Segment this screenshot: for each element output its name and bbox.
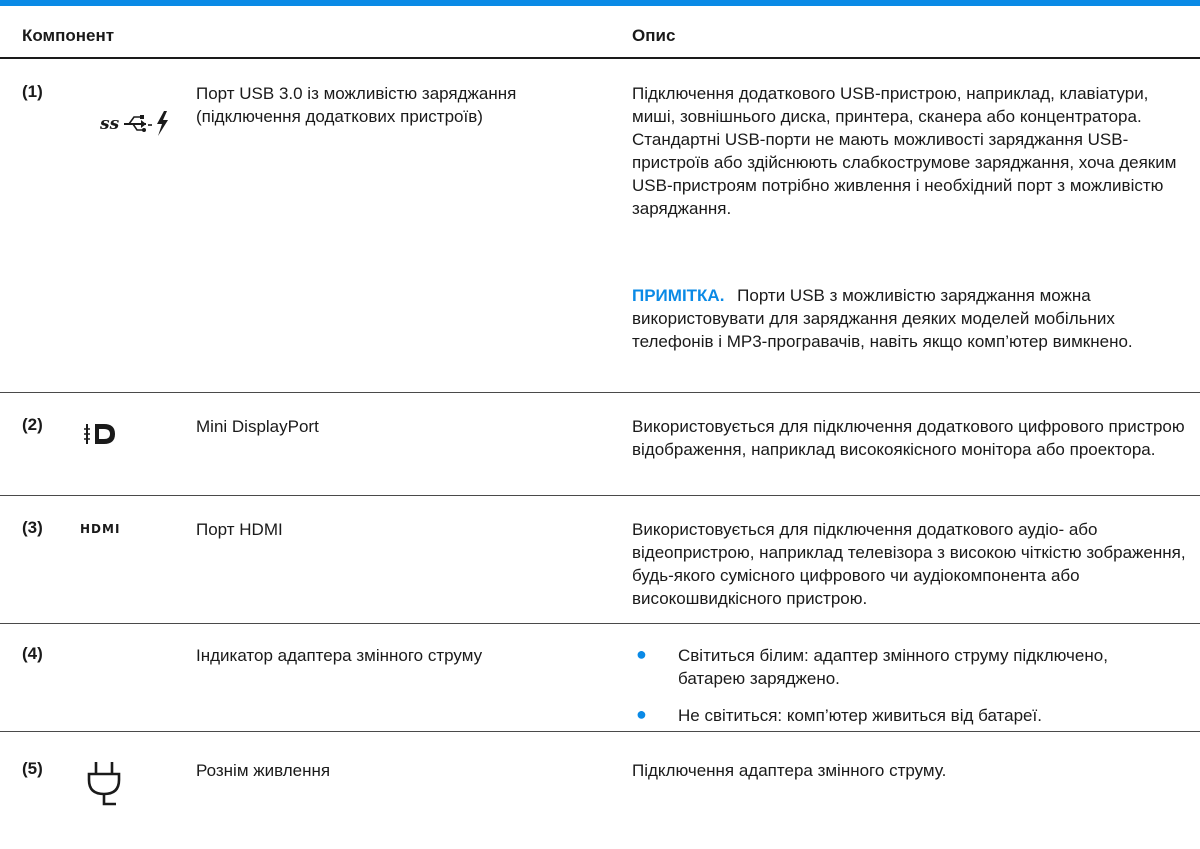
- row-number: (4): [22, 644, 43, 663]
- hdmi-icon: HDMI: [80, 522, 121, 536]
- table-header: [0, 0, 1200, 59]
- table-row: [0, 732, 1200, 849]
- row-number: (1): [22, 82, 43, 101]
- component-description: Використовується для підключення додаткового цифрового пристрою відображення, наприклад високоякісного монітора або проектора.: [632, 417, 1185, 459]
- component-name: Mini DisplayPort: [196, 417, 319, 436]
- row-number: (5): [22, 759, 43, 778]
- row-number: (2): [22, 415, 43, 434]
- table-row: [0, 59, 1200, 393]
- component-name: Рознім живлення: [196, 761, 331, 780]
- table-row: [0, 393, 1200, 496]
- component-description: Підключення адаптера змінного струму.: [632, 761, 947, 780]
- bullet-icon: ●: [636, 644, 647, 664]
- component-description: Використовується для підключення додаткового аудіо- або відеопристрою, наприклад телевізора з високою чіткістю зображення, будь-якого сумісного цифрового чи аудіокомпонента або високошвидкісного пристрою.: [632, 520, 1186, 608]
- component-name: Індикатор адаптера змінного струму: [196, 646, 483, 665]
- table-row: [0, 624, 1200, 732]
- header-component: Компонент: [22, 26, 115, 45]
- component-name: Порт USB 3.0 із можливістю заряджання (підключення додаткових пристроїв): [196, 84, 517, 126]
- svg-text:ss: ss: [100, 114, 120, 134]
- note-text: Порти USB з можливістю заряджання можна використовувати для заряджання деяких моделей мобільних телефонів і MP3-програвачів, навіть якщо комп’ютер вимкнено.: [632, 286, 1133, 351]
- row-number: (3): [22, 518, 43, 537]
- component-description: Підключення додаткового USB-пристрою, наприклад, клавіатури, миші, зовнішнього диска, принтера, сканера або концентратора. Стандартні USB-порти не мають можливості заряджання USB-пристроїв або здійснюють слабкострумове заряджання, хоча деяким USB-пристроям потрібно живлення і необхідний порт з можливістю заряджання.: [632, 84, 1177, 218]
- bullet-item: Світиться білим: адаптер змінного струму підключено, батарею заряджено.: [678, 646, 1108, 688]
- table-row: [0, 496, 1200, 624]
- usb-ss-charging-icon: [100, 109, 192, 142]
- note-label: ПРИМІТКА.: [632, 286, 725, 305]
- component-name: Порт HDMI: [196, 520, 283, 539]
- power-connector-icon: [86, 760, 122, 815]
- bullet-item: Не світиться: комп’ютер живиться від батареї.: [678, 706, 1042, 725]
- bullet-icon: ●: [636, 704, 647, 724]
- header-description: Опис: [632, 26, 676, 45]
- note: [632, 284, 1192, 353]
- mini-displayport-icon: [84, 421, 118, 452]
